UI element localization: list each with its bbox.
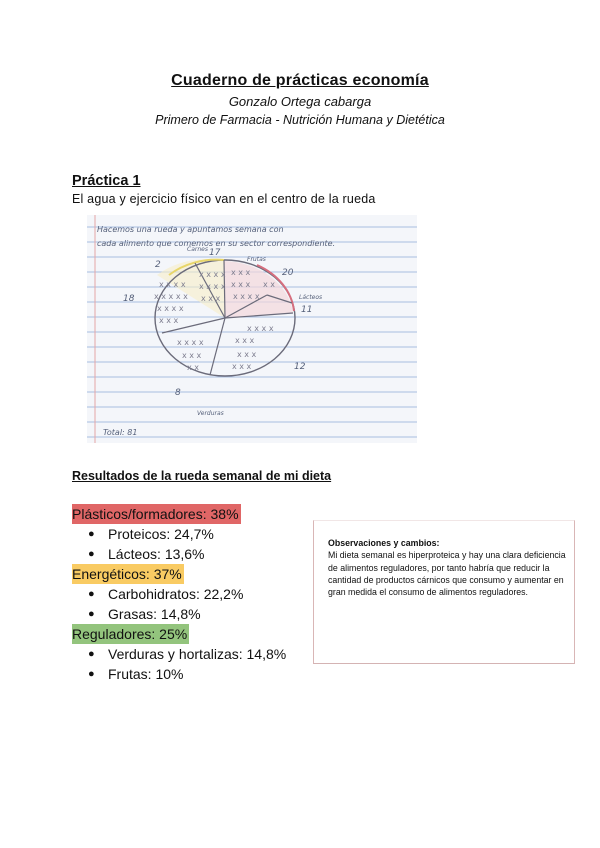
svg-text:x x x x: x x x x bbox=[233, 292, 260, 301]
practice-note: El agua y ejercicio físico van en el centro de la rueda bbox=[72, 192, 376, 206]
list-item: ● Lácteos: 13,6% bbox=[88, 544, 286, 564]
wheel-small-label-carnes: Carnes bbox=[187, 246, 208, 253]
svg-text:x x x: x x x bbox=[182, 351, 202, 360]
category-energeticos bbox=[72, 564, 286, 624]
svg-text:x x x x: x x x x bbox=[199, 270, 226, 279]
wheel-label-12: 12 bbox=[294, 362, 306, 372]
category-label: Reguladores: 25% bbox=[72, 626, 188, 642]
svg-text:x x x: x x x bbox=[159, 316, 179, 325]
observations-title: Observaciones y cambios: bbox=[328, 538, 440, 548]
wheel-label-11: 11 bbox=[301, 305, 313, 315]
svg-text:x x x: x x x bbox=[201, 294, 221, 303]
svg-text:x x x: x x x bbox=[231, 268, 251, 277]
wheel-label-2: 2 bbox=[155, 260, 161, 270]
svg-text:x x x x: x x x x bbox=[199, 282, 226, 291]
practice-title: Práctica 1 bbox=[72, 173, 141, 189]
svg-text:x x x: x x x bbox=[235, 336, 255, 345]
observations-box bbox=[313, 520, 575, 664]
list-item: ● Proteicos: 24,7% bbox=[88, 524, 286, 544]
handwriting-line-2: cada alimento que comemos en su sector correspondiente. bbox=[97, 239, 336, 248]
category-label: Plásticos/formadores: 38% bbox=[72, 506, 239, 522]
svg-text:x x x: x x x bbox=[232, 362, 252, 371]
wheel-small-label-verduras: Verduras bbox=[197, 410, 224, 417]
wheel-small-label-lacteos: Lácteos bbox=[299, 294, 323, 301]
list-item: ● Grasas: 14,8% bbox=[88, 604, 286, 624]
course-name: Primero de Farmacia - Nutrición Humana y Dietética bbox=[155, 113, 445, 127]
wheel-label-18: 18 bbox=[123, 294, 135, 304]
svg-text:x x x x: x x x x bbox=[157, 304, 184, 313]
wheel-label-20: 20 bbox=[282, 268, 294, 278]
observations-body: Mi dieta semanal es hiperproteica y hay una clara deficiencia de alimentos reguladores, por tanto habría que reducir la cantidad de productos cárnicos que consumo y aumentar en gran medida el consumo de alimentos reguladores. bbox=[328, 550, 566, 598]
notebook-photo-illustration bbox=[87, 215, 417, 443]
svg-text:x x x x: x x x x bbox=[159, 280, 186, 289]
handwriting-line-1: Hacemos una rueda y apuntamos semana con bbox=[97, 225, 284, 234]
category-label: Energéticos: 37% bbox=[72, 566, 182, 582]
svg-text:x x x x: x x x x bbox=[247, 324, 274, 333]
svg-text:x x x x: x x x x bbox=[177, 338, 204, 347]
list-item: ● Frutas: 10% bbox=[88, 664, 286, 684]
results-title: Resultados de la rueda semanal de mi dieta bbox=[72, 469, 332, 483]
author-name: Gonzalo Ortega cabarga bbox=[228, 94, 372, 109]
document-header bbox=[0, 72, 600, 127]
nutrient-categories bbox=[72, 504, 286, 684]
svg-text:x x: x x bbox=[187, 363, 200, 372]
category-reguladores bbox=[72, 624, 286, 684]
handwriting-total: Total: 81 bbox=[103, 428, 138, 437]
svg-text:x x x: x x x bbox=[237, 350, 257, 359]
food-wheel-photo bbox=[87, 215, 417, 443]
wheel-label-17: 17 bbox=[209, 248, 221, 258]
document-title: Cuaderno de prácticas economía bbox=[171, 72, 429, 89]
category-plasticos bbox=[72, 504, 286, 564]
list-item: ● Verduras y hortalizas: 14,8% bbox=[88, 644, 286, 664]
wheel-label-8: 8 bbox=[175, 388, 181, 398]
wheel-small-label-frutas: Frutas bbox=[247, 256, 266, 263]
svg-text:x x: x x bbox=[263, 280, 276, 289]
svg-text:x x x: x x x bbox=[231, 280, 251, 289]
list-item: ● Carbohidratos: 22,2% bbox=[88, 584, 286, 604]
svg-text:x x x x x: x x x x x bbox=[154, 292, 188, 301]
